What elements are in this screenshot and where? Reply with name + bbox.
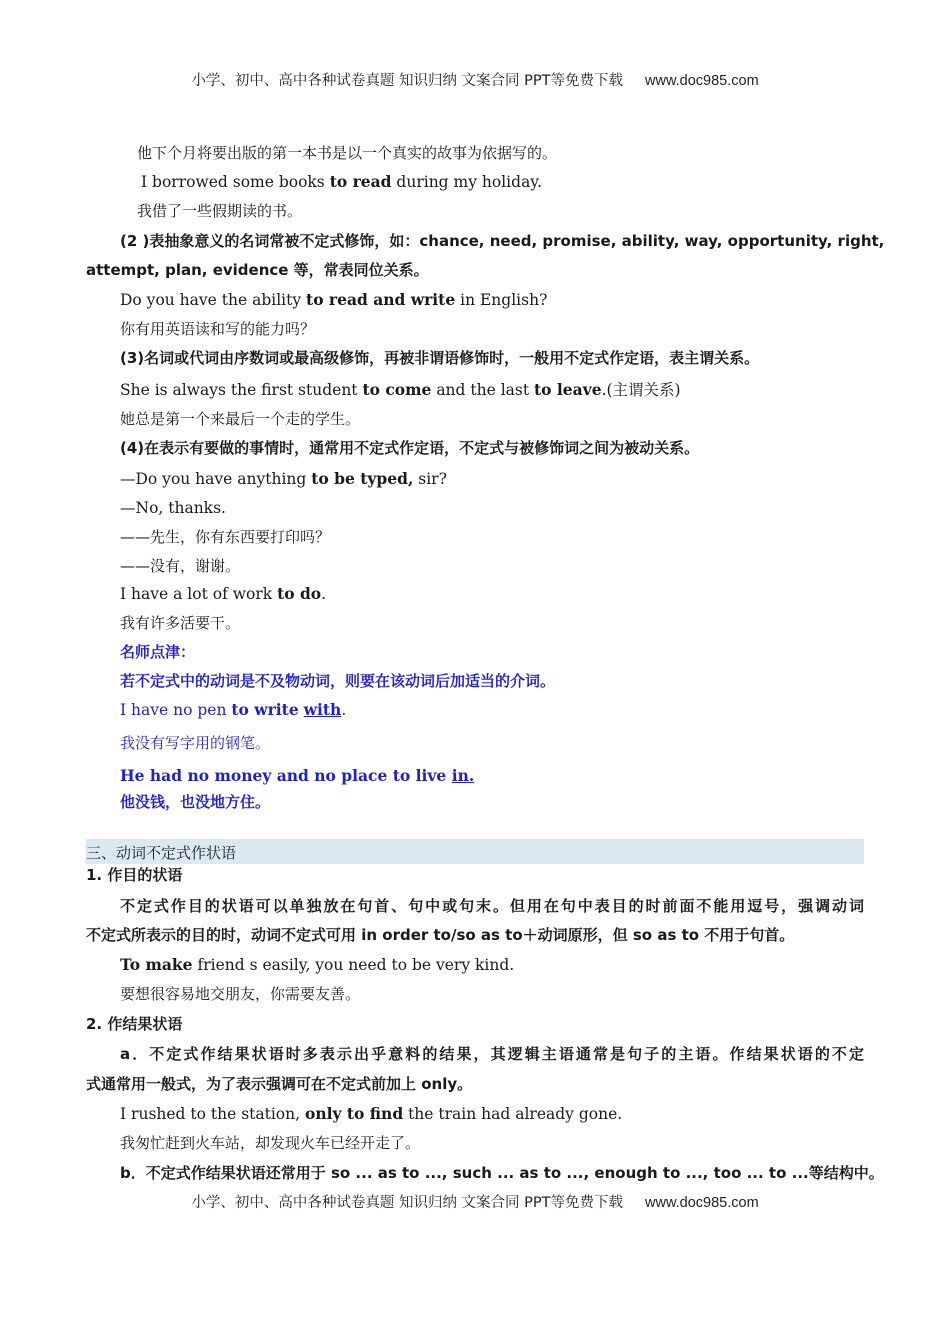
footer-text: 小学、初中、高中各种试卷真题 知识归纳 文案合同 PPT等免费下载 xyxy=(191,1195,624,1211)
example-sentence: Do you have the ability to read and write in English? xyxy=(120,290,548,309)
page-header xyxy=(0,69,950,90)
point4-title: (4)在表示有要做的事情时，通常用不定式作定语，不定式与被修饰词之间为被动关系。 xyxy=(120,439,700,457)
section-heading: 三、动词不定式作状语 xyxy=(86,844,237,862)
translation-line: 我匆忙赶到火车站，却发现火车已经开走了。 xyxy=(120,1134,421,1152)
tip-rule: 若不定式中的动词是不及物动词，则要在该动词后加适当的介词。 xyxy=(120,672,556,690)
tip-title: 名师点津： xyxy=(120,643,196,661)
dialogue-line: ——没有，谢谢。 xyxy=(120,557,241,575)
example-sentence: To make friend s easily, you need to be very kind. xyxy=(120,955,515,974)
tip-example: He had no money and no place to live in. xyxy=(120,766,475,785)
translation-line: 我有许多活要干。 xyxy=(120,614,241,632)
example-sentence: I borrowed some books to read during my holiday. xyxy=(141,172,542,191)
subsection-title: 1. 作目的状语 xyxy=(86,866,183,884)
example-sentence: I have a lot of work to do. xyxy=(120,584,327,603)
dialogue-line: ——先生，你有东西要打印吗？ xyxy=(120,528,331,546)
subsection-title: 2. 作结果状语 xyxy=(86,1015,183,1033)
translation-line: 你有用英语读和写的能力吗？ xyxy=(120,320,316,338)
translation-line: 她总是第一个来最后一个走的学生。 xyxy=(120,410,361,428)
paragraph-line: 不定式作目的状语可以单独放在句首、句中或句末。但用在句中表目的时前面不能用逗号，强调动词 xyxy=(120,897,864,915)
page-footer xyxy=(0,1191,950,1212)
translation-line: 他下个月将要出版的第一本书是以一个真实的故事为依据写的。 xyxy=(137,144,558,162)
translation-line: 要想很容易地交朋友，你需要友善。 xyxy=(120,985,361,1003)
example-sentence: I rushed to the station, only to find the train had already gone. xyxy=(120,1104,623,1123)
header-text: 小学、初中、高中各种试卷真题 知识归纳 文案合同 PPT等免费下载 xyxy=(191,73,624,89)
tip-example: I have no pen to write with. xyxy=(120,700,347,719)
point2-title: (2 )表抽象意义的名词常被不定式修饰，如：chance, need, promise, ability, way, opportunity, right, xyxy=(120,232,885,250)
point2-title-cont: attempt, plan, evidence 等，常表同位关系。 xyxy=(86,261,429,279)
point3-title: (3)名词或代词由序数词或最高级修饰，再被非谓语修饰时，一般用不定式作定语，表主谓关系。 xyxy=(120,349,760,367)
dialogue-line: —No, thanks. xyxy=(120,499,226,517)
tip-translation: 我没有写字用的钢笔。 xyxy=(120,734,271,752)
paragraph-line: 式通常用一般式，为了表示强调可在不定式前加上 only。 xyxy=(86,1075,473,1093)
example-sentence: She is always the first student to come and the last to leave.(主谓关系) xyxy=(120,380,681,399)
dialogue-line: —Do you have anything to be typed, sir? xyxy=(120,469,447,488)
paragraph-line: a．不定式作结果状语时多表示出乎意料的结果，其逻辑主语通常是句子的主语。作结果状语的不定 xyxy=(120,1045,864,1063)
translation-line: 我借了一些假期读的书。 xyxy=(137,202,303,220)
tip-translation: 他没钱，也没地方住。 xyxy=(120,793,271,811)
paragraph-line: 不定式所表示的目的时，动词不定式可用 in order to/so as to＋动词原形，但 so as to 不用于句首。 xyxy=(86,926,795,944)
header-url[interactable]: www.doc985.com xyxy=(645,73,759,89)
paragraph-line: b．不定式作结果状语还常用于 so ... as to ..., such ... as to ..., enough to ..., too ... to ...等结构中。 xyxy=(120,1164,884,1182)
footer-url[interactable]: www.doc985.com xyxy=(645,1195,759,1211)
